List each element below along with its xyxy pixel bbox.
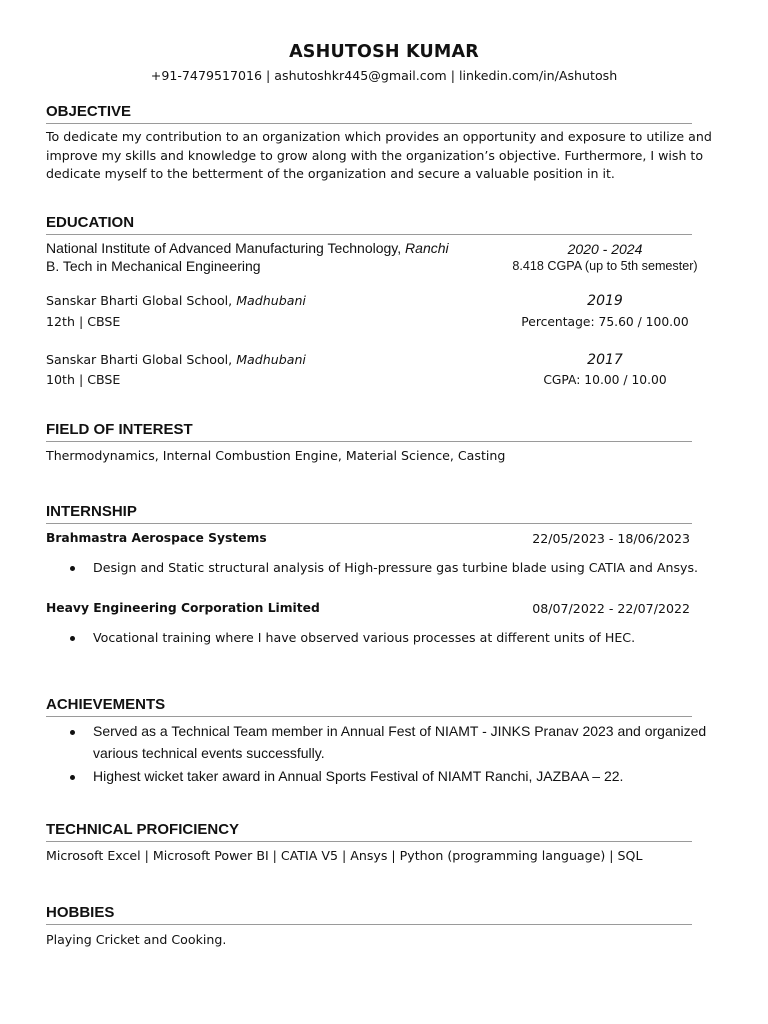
hobbies-text: Playing Cricket and Cooking. <box>46 932 227 947</box>
institution-location: Ranchi <box>405 240 449 256</box>
institution-location: Madhubani <box>236 352 306 367</box>
bullet-icon <box>70 775 75 780</box>
bullet-icon <box>70 566 75 571</box>
internship-heading: INTERNSHIP <box>46 503 692 524</box>
education-institution <box>46 293 306 308</box>
education-years: 2017 <box>587 352 623 368</box>
objective-line: improve my skills and knowledge to grow along with the organization’s objective. Furthermore, I wish to <box>46 147 704 163</box>
objective-text <box>46 128 726 184</box>
institution-name: Sanskar Bharti Global School, <box>46 352 237 367</box>
institution-name: National Institute of Advanced Manufacturing Technology, <box>46 240 406 256</box>
institution-name: Sanskar Bharti Global School, <box>46 293 237 308</box>
field-of-interest-heading: FIELD OF INTEREST <box>46 421 692 442</box>
education-degree: 12th | CBSE <box>46 314 121 329</box>
bullet-icon <box>70 636 75 641</box>
education-heading: EDUCATION <box>46 214 692 235</box>
objective-line: To dedicate my contribution to an organization which provides an opportunity and exposure to utilize and <box>46 129 712 144</box>
internship-dates: 22/05/2023 - 18/06/2023 <box>532 531 690 546</box>
education-score: Percentage: 75.60 / 100.00 <box>521 315 689 329</box>
bullet-icon <box>70 730 75 735</box>
education-years: 2019 <box>587 293 623 309</box>
objective-heading: OBJECTIVE <box>46 103 692 124</box>
internship-company: Brahmastra Aerospace Systems <box>46 531 267 545</box>
technical-proficiency-heading: TECHNICAL PROFICIENCY <box>46 821 692 842</box>
field-of-interest-text: Thermodynamics, Internal Combustion Engine, Material Science, Casting <box>46 448 506 463</box>
institution-location: Madhubani <box>236 293 306 308</box>
internship-description: Vocational training where I have observed various processes at different units of HEC. <box>93 630 636 645</box>
education-years: 2020 - 2024 <box>567 241 643 257</box>
achievement-line: various technical events successfully. <box>93 745 325 761</box>
education-score: CGPA: 10.00 / 10.00 <box>543 373 667 387</box>
internship-dates: 08/07/2022 - 22/07/2022 <box>532 601 690 616</box>
internship-company: Heavy Engineering Corporation Limited <box>46 601 320 615</box>
objective-line: dedicate myself to the betterment of the organization and secure a valuable position in it. <box>46 166 615 181</box>
contact-line: +91-7479517016 | ashutoshkr445@gmail.com | linkedin.com/in/Ashutosh <box>150 68 618 83</box>
hobbies-heading: HOBBIES <box>46 904 692 925</box>
achievement-line: Served as a Technical Team member in Annual Fest of NIAMT - JINKS Pranav 2023 and organized <box>93 723 707 739</box>
education-institution <box>46 240 449 256</box>
education-institution <box>46 352 306 367</box>
technical-proficiency-text: Microsoft Excel | Microsoft Power BI | CATIA V5 | Ansys | Python (programming language) | SQL <box>46 848 643 863</box>
achievements-heading: ACHIEVEMENTS <box>46 696 692 717</box>
education-degree: 10th | CBSE <box>46 372 121 387</box>
education-score: 8.418 CGPA (up to 5th semester) <box>512 259 698 273</box>
internship-description: Design and Static structural analysis of High-pressure gas turbine blade using CATIA and Ansys. <box>93 560 699 575</box>
candidate-name: ASHUTOSH KUMAR <box>289 42 479 62</box>
achievement-line: Highest wicket taker award in Annual Sports Festival of NIAMT Ranchi, JAZBAA – 22. <box>93 768 624 784</box>
education-degree: B. Tech in Mechanical Engineering <box>46 258 261 274</box>
